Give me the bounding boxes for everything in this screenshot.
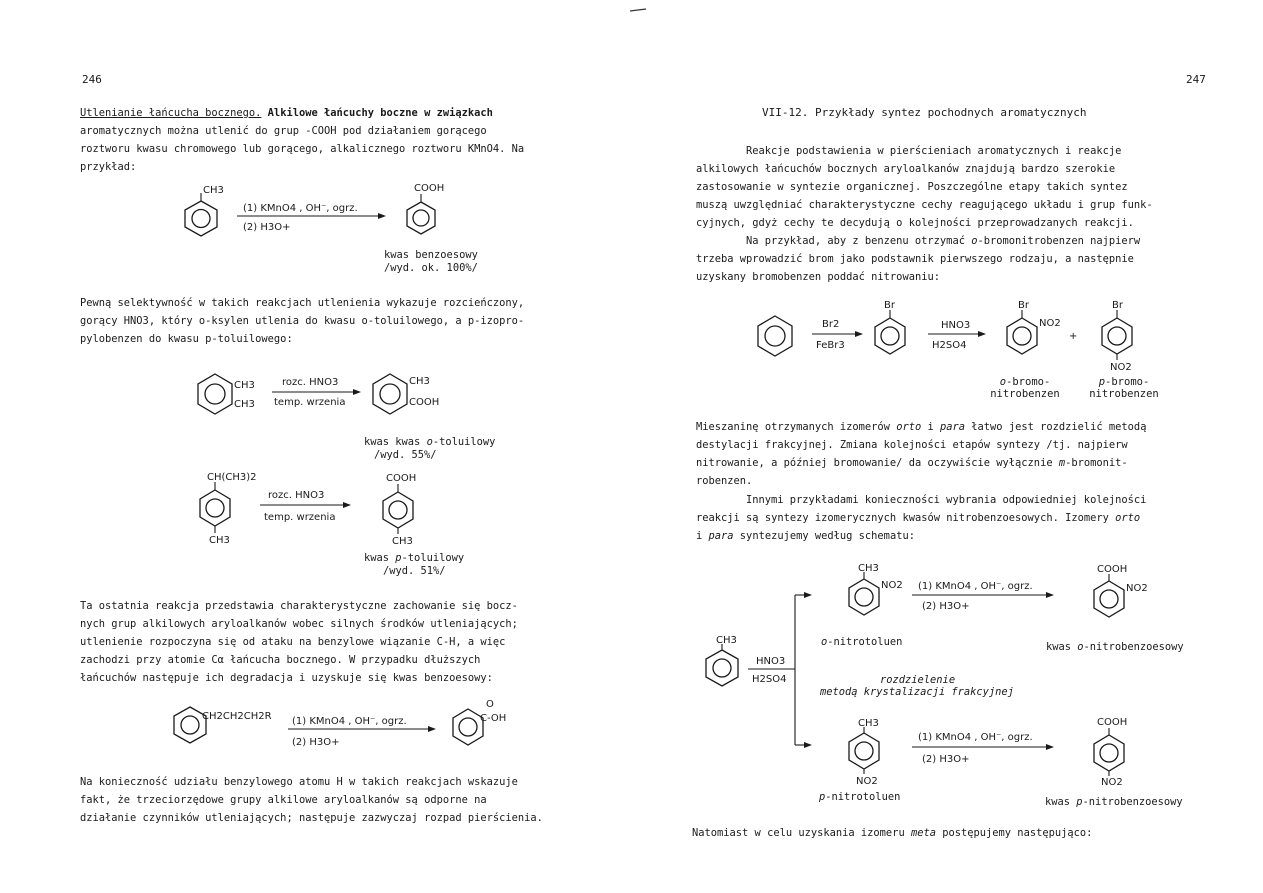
section-title: VII-12. Przykłady syntez pochodnych aromatycznych [762,106,1087,119]
reagent-h2so4: H2SO4 [752,674,787,685]
methyl-group: CH3 [409,376,430,387]
closing-sentence: Natomiast w celu uzyskania izomeru meta postępujemy następująco: [692,827,1093,839]
product-yield: /wyd. 51%/ [383,565,446,577]
reagent-1: (1) KMnO4 , OH⁻, ogrz. [292,716,407,727]
bromo-group: Br [1112,300,1123,311]
methyl-group: CH3 [392,536,413,547]
para-nitrotoluene-name: p-nitrotoluen [819,791,901,803]
reaction-propylbenzene-oxidation [0,695,620,755]
reagent-1: (1) KMnO4 , OH⁻, ogrz. [918,732,1033,743]
para-acid-name: kwas p-nitrobenzoesowy [1045,796,1183,808]
reagent-hno3: HNO3 [756,656,786,667]
carboxyl-group: C-OH [480,713,507,724]
methyl-group-2: CH3 [234,399,255,410]
paragraph-benzylic-h: Na konieczność udziału benzylowego atomu H w takich reakcjach wskazuje fakt, że trzeciorzędowe grupy alkilowe aryloalkanów są odporne na działanie czynników utleniających; następuje zazwyczaj rozpad pierścienia. [80,776,543,824]
reagent-2: (2) H3O+ [922,754,970,765]
propyl-chain: CH2CH2CH2R [202,711,272,722]
nitro-group: NO2 [1110,362,1132,373]
ortho-acid-name: kwas o-nitrobenzoesowy [1046,641,1184,653]
reagent-2: (2) H3O+ [243,222,291,233]
carboxyl-group: COOH [414,183,445,194]
page-number: 247 [1186,73,1206,86]
reagent-1: (1) KMnO4 , OH⁻, ogrz. [918,581,1033,592]
page-number: 246 [82,73,102,86]
left-page [0,0,630,893]
reagent-bottom: temp. wrzenia [274,397,346,408]
reagent-br2: Br2 [822,319,840,330]
nitro-group: NO2 [881,580,903,591]
reagent-febr3: FeBr3 [816,340,845,351]
bromo-group: Br [884,300,895,311]
reaction-toluene-oxidation [0,180,600,240]
scheme-bromonitrobenzene [632,298,1263,378]
methyl-group: CH3 [858,563,879,574]
methyl-group: CH3 [858,718,879,729]
nitro-group: NO2 [1101,777,1123,788]
methyl-group: CH3 [209,535,230,546]
reagent-top: rozc. HNO3 [268,490,325,501]
reagent-2: (2) H3O+ [292,737,340,748]
carbonyl-oxygen: O [486,699,494,710]
section-heading: Utlenianie łańcucha bocznego. [80,107,262,119]
reagent-hno3: HNO3 [941,320,971,331]
plus-sign: + [1069,331,1078,342]
product-name: kwas kwas o-toluilowy [364,436,496,448]
carboxyl-group: COOH [386,473,417,484]
reagent-h2so4: H2SO4 [932,340,967,351]
methyl-group: CH3 [716,635,737,646]
product-name: kwas p-toluilowy [364,552,465,564]
isopropyl-group: CH(CH3)2 [207,472,257,483]
separation-label: rozdzielenie [880,674,956,686]
methyl-group: CH3 [203,185,224,196]
methyl-group-1: CH3 [234,380,255,391]
product-yield: /wyd. ok. 100%/ [384,262,478,274]
carboxyl-group: COOH [1097,717,1128,728]
paragraph-nitrobenzoic: Innymi przykładami konieczności wybrania odpowiedniej kolejności reakcji są syntezy izomerycznych kwasów nitrobenzoesowych. Izomery orto i para syntezujemy według schematu: [696,494,1147,542]
nitro-group: NO2 [1126,583,1148,594]
paragraph-side-chains: Ta ostatnia reakcja przedstawia charakterystyczne zachowanie się bocz- nych grup alkilowych aryloalkanów wobec silnych środków utleniających; utlenienie rozpoczyna się od ataku na benzylowe wiązanie C-H, a więc zachodzi przy atomie Cα łańcucha bocznego. W przypadku dłuższych łańcuchów następuje ich degradacja i uzyskuje się kwas benzoesowy: [80,600,518,684]
separation-method: metodą krystalizacji frakcyjnej [820,686,1014,698]
paragraph-selectivity: Pewną selektywność w takich reakcjach utlenienia wykazuje rozcieńczony, gorący HNO3, który o-ksylen utlenia do kwasu o-toluilowego, a p-izopro- pylobenzen do kwasu p-toluilowego: [80,297,525,345]
carboxyl-group: COOH [1097,564,1128,575]
ortho-product-name: o-bromo- nitrobenzen [990,376,1060,400]
paragraph-synthesis-order: Reakcje podstawienia w pierścieniach aromatycznych i reakcje alkilowych łańcuchów bocznych aryloalkanów znajdują bardzo szerokie zastosowanie w syntezie organicznej. Poszczególne etapy takich syntez muszą uwzględniać charakterystyczne cechy reagującego układu i grup funk- cyjnych, gdyż cechy te decydują o kolejności przeprowadzanych reakcji. Na przykład, aby z benzenu otrzymać o-bromonitrobenzen najpierw trzeba wprowadzić brom jako podstawnik pierwszego rodzaju, a następnie uzyskany bromobenzen poddać nitrowaniu: [696,145,1153,283]
nitro-group: NO2 [1039,318,1061,329]
product-name: kwas benzoesowy [384,249,478,261]
intro-paragraph: Utlenianie łańcucha bocznego. Alkilowe łańcuchy boczne w związkach aromatycznych można utlenić do grup -COOH pod działaniem gorącego roztworu kwasu chromowego lub gorącego, alkalicznego roztworu KMnO4. Na przykład: [80,107,525,173]
reagent-1: (1) KMnO4 , OH⁻, ogrz. [243,203,358,214]
right-page [632,0,1263,893]
reagent-top: rozc. HNO3 [282,377,339,388]
product-yield: /wyd. 55%/ [374,449,437,461]
para-product-name: p-bromo- nitrobenzen [1089,376,1159,400]
nitro-group: NO2 [856,776,878,787]
ortho-nitrotoluene-name: o-nitrotoluen [821,636,903,648]
reagent-2: (2) H3O+ [922,601,970,612]
paragraph-isomer-separation: Mieszaninę otrzymanych izomerów orto i para łatwo jest rozdzielić metodą destylacji frakcyjnej. Zmiana kolejności etapów syntezy /tj. najpierw nitrowanie, a później bromowanie/ da oczywiście wyłącznie m-bromonit- robenzen. [696,421,1147,487]
reaction-p-isopropyltoluene-oxidation [0,470,600,550]
carboxyl-group: COOH [409,397,440,408]
bromo-group: Br [1018,300,1029,311]
reagent-bottom: temp. wrzenia [264,512,336,523]
reaction-o-xylene-oxidation [0,360,600,440]
